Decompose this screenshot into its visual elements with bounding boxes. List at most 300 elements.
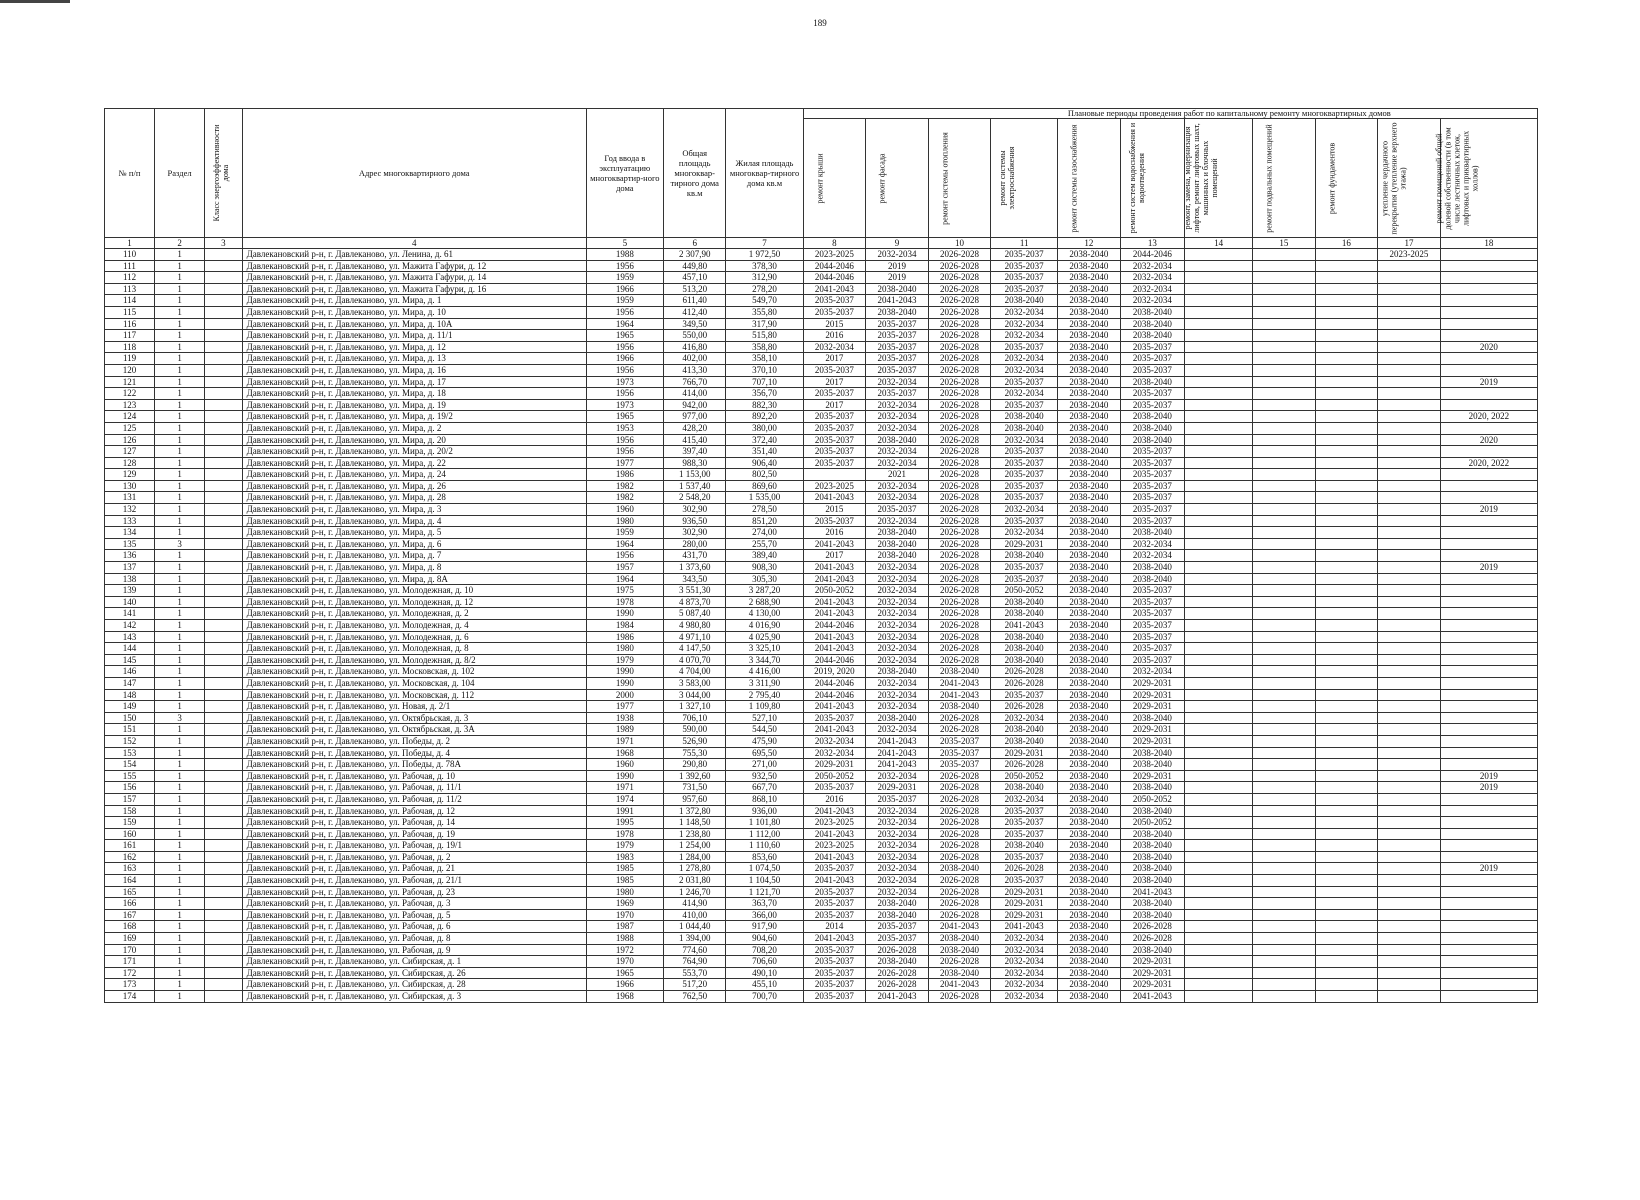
cell-water-period: 2035-2037 bbox=[1120, 399, 1185, 411]
cell-facade-period: 2035-2037 bbox=[866, 341, 929, 353]
cell-attic-period bbox=[1378, 538, 1441, 550]
column-number: 11 bbox=[991, 238, 1058, 249]
cell-attic-period bbox=[1378, 643, 1441, 655]
cell-gas-period: 2038-2040 bbox=[1058, 840, 1121, 852]
cell-attic-period bbox=[1378, 898, 1441, 910]
cell-gas-period: 2038-2040 bbox=[1058, 399, 1121, 411]
cell-section: 1 bbox=[155, 967, 205, 979]
cell-foundation-period bbox=[1315, 330, 1378, 342]
cell-foundation-period bbox=[1315, 457, 1378, 469]
cell-electric-period: 2035-2037 bbox=[991, 469, 1058, 481]
cell-basement-period bbox=[1253, 306, 1316, 318]
cell-electric-period: 2032-2034 bbox=[991, 979, 1058, 991]
cell-lift-period bbox=[1185, 376, 1253, 388]
cell-heating-period: 2026-2028 bbox=[928, 434, 991, 446]
table-row bbox=[105, 875, 1538, 887]
cell-living-area: 3 325,10 bbox=[726, 643, 803, 655]
cell-gas-period: 2038-2040 bbox=[1058, 817, 1121, 829]
cell-address: Давлекановский р-н, г. Давлеканово, ул. Рабочая, д. 11/2 bbox=[242, 793, 586, 805]
cell-gas-period: 2038-2040 bbox=[1058, 724, 1121, 736]
cell-living-area: 4 416,00 bbox=[726, 666, 803, 678]
cell-section: 1 bbox=[155, 492, 205, 504]
cell-facade-period: 2032-2034 bbox=[866, 851, 929, 863]
cell-section: 1 bbox=[155, 909, 205, 921]
cell-year: 1991 bbox=[586, 805, 663, 817]
column-number: 7 bbox=[726, 238, 803, 249]
cell-heating-period: 2026-2028 bbox=[928, 469, 991, 481]
cell-address: Давлекановский р-н, г. Давлеканово, ул. Мира, д. 22 bbox=[242, 457, 586, 469]
cell-attic-period bbox=[1378, 585, 1441, 597]
cell-lift-period bbox=[1185, 631, 1253, 643]
cell-row-num: 117 bbox=[105, 330, 155, 342]
cell-heating-period: 2026-2028 bbox=[928, 851, 991, 863]
cell-attic-period bbox=[1378, 596, 1441, 608]
cell-address: Давлекановский р-н, г. Давлеканово, ул. Рабочая, д. 19/1 bbox=[242, 840, 586, 852]
cell-roof-period: 2041-2043 bbox=[803, 851, 866, 863]
cell-address: Давлекановский р-н, г. Давлеканово, ул. Рабочая, д. 11/1 bbox=[242, 782, 586, 794]
cell-facade-period: 2035-2037 bbox=[866, 921, 929, 933]
cell-facade-period: 2019 bbox=[866, 272, 929, 284]
cell-year: 1978 bbox=[586, 828, 663, 840]
cell-section: 1 bbox=[155, 469, 205, 481]
cell-lift-period bbox=[1185, 724, 1253, 736]
cell-electric-period: 2026-2028 bbox=[991, 701, 1058, 713]
cell-row-num: 114 bbox=[105, 295, 155, 307]
cell-lift-period bbox=[1185, 272, 1253, 284]
table-row bbox=[105, 620, 1538, 632]
cell-living-area: 1 535,00 bbox=[726, 492, 803, 504]
cell-total-area: 1 372,80 bbox=[663, 805, 726, 817]
cell-attic-period bbox=[1378, 701, 1441, 713]
cell-address: Давлекановский р-н, г. Давлеканово, ул. Рабочая, д. 5 bbox=[242, 909, 586, 921]
table-row bbox=[105, 515, 1538, 527]
cell-attic-period bbox=[1378, 909, 1441, 921]
cell-electric-period: 2038-2040 bbox=[991, 735, 1058, 747]
cell-year: 1970 bbox=[586, 956, 663, 968]
cell-attic-period bbox=[1378, 666, 1441, 678]
cell-water-period: 2035-2037 bbox=[1120, 388, 1185, 400]
cell-section: 1 bbox=[155, 620, 205, 632]
cell-section: 1 bbox=[155, 457, 205, 469]
cell-common-period: 2019 bbox=[1440, 782, 1537, 794]
cell-living-area: 356,70 bbox=[726, 388, 803, 400]
cell-row-num: 110 bbox=[105, 249, 155, 261]
table-row bbox=[105, 596, 1538, 608]
cell-lift-period bbox=[1185, 805, 1253, 817]
cell-heating-period: 2038-2040 bbox=[928, 701, 991, 713]
table-row bbox=[105, 457, 1538, 469]
cell-year: 1964 bbox=[586, 318, 663, 330]
cell-heating-period: 2026-2028 bbox=[928, 306, 991, 318]
cell-gas-period: 2038-2040 bbox=[1058, 979, 1121, 991]
table-row bbox=[105, 550, 1538, 562]
cell-basement-period bbox=[1253, 724, 1316, 736]
cell-lift-period bbox=[1185, 643, 1253, 655]
cell-row-num: 162 bbox=[105, 851, 155, 863]
cell-common-period bbox=[1440, 446, 1537, 458]
cell-address: Давлекановский р-н, г. Давлеканово, ул. Мира, д. 10 bbox=[242, 306, 586, 318]
cell-lift-period bbox=[1185, 967, 1253, 979]
cell-living-area: 3 311,90 bbox=[726, 677, 803, 689]
cell-lift-period bbox=[1185, 492, 1253, 504]
cell-roof-period: 2041-2043 bbox=[803, 573, 866, 585]
cell-row-num: 155 bbox=[105, 770, 155, 782]
cell-basement-period bbox=[1253, 585, 1316, 597]
cell-heating-period: 2035-2037 bbox=[928, 759, 991, 771]
header-electric-label: ремонт системы электроснабжения bbox=[998, 146, 1017, 210]
cell-roof-period: 2035-2037 bbox=[803, 411, 866, 423]
cell-common-period bbox=[1440, 585, 1537, 597]
cell-heating-period: 2026-2028 bbox=[928, 422, 991, 434]
cell-roof-period: 2035-2037 bbox=[803, 863, 866, 875]
cell-living-area: 1 101,80 bbox=[726, 817, 803, 829]
cell-lift-period bbox=[1185, 840, 1253, 852]
cell-foundation-period bbox=[1315, 283, 1378, 295]
cell-facade-period: 2035-2037 bbox=[866, 364, 929, 376]
cell-year: 1980 bbox=[586, 886, 663, 898]
cell-section: 3 bbox=[155, 712, 205, 724]
cell-year: 1965 bbox=[586, 967, 663, 979]
cell-year: 1988 bbox=[586, 933, 663, 945]
cell-roof-period: 2023-2025 bbox=[803, 249, 866, 261]
cell-roof-period: 2035-2037 bbox=[803, 446, 866, 458]
cell-attic-period bbox=[1378, 434, 1441, 446]
cell-facade-period: 2021 bbox=[866, 469, 929, 481]
cell-common-period bbox=[1440, 295, 1537, 307]
cell-lift-period bbox=[1185, 921, 1253, 933]
cell-facade-period: 2038-2040 bbox=[866, 666, 929, 678]
cell-energy-class bbox=[205, 631, 243, 643]
cell-facade-period: 2032-2034 bbox=[866, 562, 929, 574]
table-row bbox=[105, 851, 1538, 863]
cell-attic-period bbox=[1378, 341, 1441, 353]
cell-lift-period bbox=[1185, 735, 1253, 747]
cell-energy-class bbox=[205, 388, 243, 400]
cell-row-num: 174 bbox=[105, 991, 155, 1003]
cell-electric-period: 2038-2040 bbox=[991, 631, 1058, 643]
cell-heating-period: 2026-2028 bbox=[928, 991, 991, 1003]
cell-energy-class bbox=[205, 782, 243, 794]
cell-foundation-period bbox=[1315, 828, 1378, 840]
cell-attic-period bbox=[1378, 654, 1441, 666]
cell-attic-period bbox=[1378, 991, 1441, 1003]
cell-heating-period: 2026-2028 bbox=[928, 596, 991, 608]
cell-facade-period: 2032-2034 bbox=[866, 677, 929, 689]
cell-common-period: 2020 bbox=[1440, 341, 1537, 353]
cell-lift-period bbox=[1185, 480, 1253, 492]
cell-facade-period: 2032-2034 bbox=[866, 573, 929, 585]
cell-facade-period: 2035-2037 bbox=[866, 318, 929, 330]
cell-common-period bbox=[1440, 550, 1537, 562]
cell-water-period: 2038-2040 bbox=[1120, 863, 1185, 875]
table-row bbox=[105, 480, 1538, 492]
cell-total-area: 1 284,00 bbox=[663, 851, 726, 863]
cell-year: 1990 bbox=[586, 677, 663, 689]
cell-heating-period: 2026-2028 bbox=[928, 909, 991, 921]
cell-foundation-period bbox=[1315, 318, 1378, 330]
cell-energy-class bbox=[205, 260, 243, 272]
cell-common-period: 2020, 2022 bbox=[1440, 457, 1537, 469]
cell-common-period bbox=[1440, 353, 1537, 365]
cell-basement-period bbox=[1253, 538, 1316, 550]
cell-foundation-period bbox=[1315, 817, 1378, 829]
cell-gas-period: 2038-2040 bbox=[1058, 295, 1121, 307]
cell-total-area: 4 070,70 bbox=[663, 654, 726, 666]
table-row bbox=[105, 770, 1538, 782]
cell-electric-period: 2038-2040 bbox=[991, 654, 1058, 666]
cell-facade-period: 2026-2028 bbox=[866, 967, 929, 979]
cell-total-area: 343,50 bbox=[663, 573, 726, 585]
cell-total-area: 1 392,60 bbox=[663, 770, 726, 782]
cell-common-period bbox=[1440, 956, 1537, 968]
cell-energy-class bbox=[205, 538, 243, 550]
cell-heating-period: 2026-2028 bbox=[928, 631, 991, 643]
table-row bbox=[105, 364, 1538, 376]
cell-attic-period bbox=[1378, 828, 1441, 840]
cell-living-area: 317,90 bbox=[726, 318, 803, 330]
cell-total-area: 302,90 bbox=[663, 527, 726, 539]
cell-living-area: 255,70 bbox=[726, 538, 803, 550]
cell-basement-period bbox=[1253, 735, 1316, 747]
cell-foundation-period bbox=[1315, 422, 1378, 434]
cell-section: 1 bbox=[155, 666, 205, 678]
cell-heating-period: 2035-2037 bbox=[928, 735, 991, 747]
cell-address: Давлекановский р-н, г. Давлеканово, ул. Мира, д. 10А bbox=[242, 318, 586, 330]
table-row bbox=[105, 446, 1538, 458]
cell-electric-period: 2038-2040 bbox=[991, 411, 1058, 423]
cell-total-area: 1 254,00 bbox=[663, 840, 726, 852]
cell-basement-period bbox=[1253, 770, 1316, 782]
cell-year: 1964 bbox=[586, 573, 663, 585]
cell-electric-period: 2038-2040 bbox=[991, 782, 1058, 794]
column-number: 3 bbox=[205, 238, 243, 249]
cell-common-period bbox=[1440, 643, 1537, 655]
cell-facade-period: 2038-2040 bbox=[866, 434, 929, 446]
cell-gas-period: 2038-2040 bbox=[1058, 875, 1121, 887]
cell-living-area: 695,50 bbox=[726, 747, 803, 759]
cell-attic-period bbox=[1378, 330, 1441, 342]
cell-address: Давлекановский р-н, г. Давлеканово, ул. Рабочая, д. 2 bbox=[242, 851, 586, 863]
repair-schedule-table-wrapper bbox=[104, 108, 1538, 1003]
cell-living-area: 1 109,80 bbox=[726, 701, 803, 713]
cell-electric-period: 2035-2037 bbox=[991, 446, 1058, 458]
cell-section: 1 bbox=[155, 480, 205, 492]
table-row bbox=[105, 341, 1538, 353]
cell-living-area: 358,10 bbox=[726, 353, 803, 365]
cell-gas-period: 2038-2040 bbox=[1058, 759, 1121, 771]
table-row bbox=[105, 782, 1538, 794]
cell-energy-class bbox=[205, 735, 243, 747]
cell-year: 1990 bbox=[586, 666, 663, 678]
cell-roof-period: 2035-2037 bbox=[803, 422, 866, 434]
cell-living-area: 271,00 bbox=[726, 759, 803, 771]
cell-water-period: 2032-2034 bbox=[1120, 295, 1185, 307]
cell-heating-period: 2026-2028 bbox=[928, 272, 991, 284]
cell-address: Давлекановский р-н, г. Давлеканово, ул. Мира, д. 2 bbox=[242, 422, 586, 434]
cell-total-area: 4 873,70 bbox=[663, 596, 726, 608]
cell-electric-period: 2026-2028 bbox=[991, 677, 1058, 689]
cell-address: Давлекановский р-н, г. Давлеканово, ул. Мира, д. 8 bbox=[242, 562, 586, 574]
cell-living-area: 1 104,50 bbox=[726, 875, 803, 887]
cell-water-period: 2035-2037 bbox=[1120, 596, 1185, 608]
cell-common-period: 2019 bbox=[1440, 863, 1537, 875]
cell-year: 1956 bbox=[586, 388, 663, 400]
cell-basement-period bbox=[1253, 283, 1316, 295]
table-row bbox=[105, 283, 1538, 295]
cell-common-period bbox=[1440, 249, 1537, 261]
cell-section: 1 bbox=[155, 886, 205, 898]
cell-foundation-period bbox=[1315, 991, 1378, 1003]
cell-electric-period: 2035-2037 bbox=[991, 817, 1058, 829]
cell-lift-period bbox=[1185, 585, 1253, 597]
cell-attic-period bbox=[1378, 840, 1441, 852]
cell-total-area: 4 704,00 bbox=[663, 666, 726, 678]
cell-electric-period: 2032-2034 bbox=[991, 956, 1058, 968]
cell-year: 1970 bbox=[586, 909, 663, 921]
cell-gas-period: 2038-2040 bbox=[1058, 446, 1121, 458]
cell-energy-class bbox=[205, 979, 243, 991]
cell-gas-period: 2038-2040 bbox=[1058, 515, 1121, 527]
cell-electric-period: 2038-2040 bbox=[991, 724, 1058, 736]
cell-address: Давлекановский р-н, г. Давлеканово, ул. Мира, д. 16 bbox=[242, 364, 586, 376]
cell-address: Давлекановский р-н, г. Давлеканово, ул. Мира, д. 20/2 bbox=[242, 446, 586, 458]
cell-address: Давлекановский р-н, г. Давлеканово, ул. Сибирская, д. 28 bbox=[242, 979, 586, 991]
cell-gas-period: 2038-2040 bbox=[1058, 712, 1121, 724]
cell-foundation-period bbox=[1315, 666, 1378, 678]
cell-electric-period: 2035-2037 bbox=[991, 341, 1058, 353]
cell-living-area: 904,60 bbox=[726, 933, 803, 945]
cell-electric-period: 2035-2037 bbox=[991, 480, 1058, 492]
cell-foundation-period bbox=[1315, 759, 1378, 771]
cell-address: Давлекановский р-н, г. Давлеканово, ул. Мира, д. 11/1 bbox=[242, 330, 586, 342]
page-number: 189 bbox=[813, 18, 827, 28]
cell-energy-class bbox=[205, 272, 243, 284]
cell-heating-period: 2026-2028 bbox=[928, 782, 991, 794]
cell-lift-period bbox=[1185, 991, 1253, 1003]
cell-year: 1956 bbox=[586, 446, 663, 458]
header-living-area: Жилая площадь многоквар-тирного дома кв.м bbox=[726, 109, 803, 238]
header-foundation bbox=[1315, 119, 1378, 238]
cell-basement-period bbox=[1253, 701, 1316, 713]
cell-water-period: 2038-2040 bbox=[1120, 898, 1185, 910]
cell-electric-period: 2032-2034 bbox=[991, 353, 1058, 365]
cell-lift-period bbox=[1185, 654, 1253, 666]
cell-roof-period: 2044-2046 bbox=[803, 272, 866, 284]
cell-energy-class bbox=[205, 364, 243, 376]
cell-attic-period bbox=[1378, 260, 1441, 272]
cell-living-area: 1 121,70 bbox=[726, 886, 803, 898]
cell-address: Давлекановский р-н, г. Давлеканово, ул. Мира, д. 8А bbox=[242, 573, 586, 585]
cell-year: 1971 bbox=[586, 735, 663, 747]
column-number-row bbox=[105, 238, 1538, 249]
cell-section: 1 bbox=[155, 793, 205, 805]
cell-heating-period: 2026-2028 bbox=[928, 538, 991, 550]
cell-energy-class bbox=[205, 596, 243, 608]
cell-common-period bbox=[1440, 492, 1537, 504]
cell-foundation-period bbox=[1315, 770, 1378, 782]
cell-address: Давлекановский р-н, г. Давлеканово, ул. Молодежная, д. 8 bbox=[242, 643, 586, 655]
cell-foundation-period bbox=[1315, 875, 1378, 887]
cell-water-period: 2026-2028 bbox=[1120, 933, 1185, 945]
cell-total-area: 416,80 bbox=[663, 341, 726, 353]
cell-attic-period bbox=[1378, 851, 1441, 863]
cell-attic-period bbox=[1378, 712, 1441, 724]
cell-electric-period: 2035-2037 bbox=[991, 828, 1058, 840]
cell-section: 1 bbox=[155, 840, 205, 852]
cell-living-area: 707,10 bbox=[726, 376, 803, 388]
cell-foundation-period bbox=[1315, 724, 1378, 736]
cell-heating-period: 2026-2028 bbox=[928, 550, 991, 562]
cell-foundation-period bbox=[1315, 735, 1378, 747]
cell-living-area: 908,30 bbox=[726, 562, 803, 574]
cell-electric-period: 2032-2034 bbox=[991, 330, 1058, 342]
column-number: 10 bbox=[928, 238, 991, 249]
cell-gas-period: 2038-2040 bbox=[1058, 991, 1121, 1003]
cell-basement-period bbox=[1253, 515, 1316, 527]
cell-roof-period: 2035-2037 bbox=[803, 944, 866, 956]
header-lift-label: ремонт, замена, модернизация лифтов, ремонт лифтовых шахт, машинных и блочных помещений bbox=[1183, 123, 1220, 233]
repair-schedule-table bbox=[104, 108, 1538, 1003]
cell-lift-period bbox=[1185, 817, 1253, 829]
cell-foundation-period bbox=[1315, 341, 1378, 353]
cell-common-period bbox=[1440, 817, 1537, 829]
cell-heating-period: 2041-2043 bbox=[928, 689, 991, 701]
cell-total-area: 1 246,70 bbox=[663, 886, 726, 898]
cell-basement-period bbox=[1253, 399, 1316, 411]
cell-gas-period: 2038-2040 bbox=[1058, 654, 1121, 666]
cell-common-period bbox=[1440, 921, 1537, 933]
cell-living-area: 274,00 bbox=[726, 527, 803, 539]
cell-water-period: 2038-2040 bbox=[1120, 376, 1185, 388]
cell-foundation-period bbox=[1315, 886, 1378, 898]
cell-row-num: 170 bbox=[105, 944, 155, 956]
cell-lift-period bbox=[1185, 956, 1253, 968]
cell-basement-period bbox=[1253, 817, 1316, 829]
cell-basement-period bbox=[1253, 991, 1316, 1003]
cell-address: Давлекановский р-н, г. Давлеканово, ул. Московская, д. 102 bbox=[242, 666, 586, 678]
cell-living-area: 515,80 bbox=[726, 330, 803, 342]
cell-section: 1 bbox=[155, 446, 205, 458]
cell-water-period: 2032-2034 bbox=[1120, 538, 1185, 550]
cell-total-area: 517,20 bbox=[663, 979, 726, 991]
cell-section: 1 bbox=[155, 759, 205, 771]
cell-row-num: 166 bbox=[105, 898, 155, 910]
cell-water-period: 2038-2040 bbox=[1120, 306, 1185, 318]
cell-lift-period bbox=[1185, 875, 1253, 887]
cell-foundation-period bbox=[1315, 480, 1378, 492]
cell-electric-period: 2038-2040 bbox=[991, 840, 1058, 852]
cell-heating-period: 2026-2028 bbox=[928, 364, 991, 376]
cell-water-period: 2032-2034 bbox=[1120, 666, 1185, 678]
table-row bbox=[105, 979, 1538, 991]
cell-basement-period bbox=[1253, 933, 1316, 945]
cell-water-period: 2038-2040 bbox=[1120, 747, 1185, 759]
header-gas-label: ремонт системы газоснабжения bbox=[1069, 124, 1079, 232]
cell-energy-class bbox=[205, 341, 243, 353]
scan-edge-mark bbox=[0, 0, 70, 3]
cell-total-area: 3 583,00 bbox=[663, 677, 726, 689]
cell-energy-class bbox=[205, 770, 243, 782]
cell-water-period: 2029-2031 bbox=[1120, 677, 1185, 689]
cell-row-num: 146 bbox=[105, 666, 155, 678]
cell-total-area: 402,00 bbox=[663, 353, 726, 365]
cell-water-period: 2038-2040 bbox=[1120, 712, 1185, 724]
table-row bbox=[105, 272, 1538, 284]
cell-roof-period: 2035-2037 bbox=[803, 388, 866, 400]
cell-roof-period: 2035-2037 bbox=[803, 306, 866, 318]
cell-basement-period bbox=[1253, 689, 1316, 701]
cell-gas-period: 2038-2040 bbox=[1058, 330, 1121, 342]
